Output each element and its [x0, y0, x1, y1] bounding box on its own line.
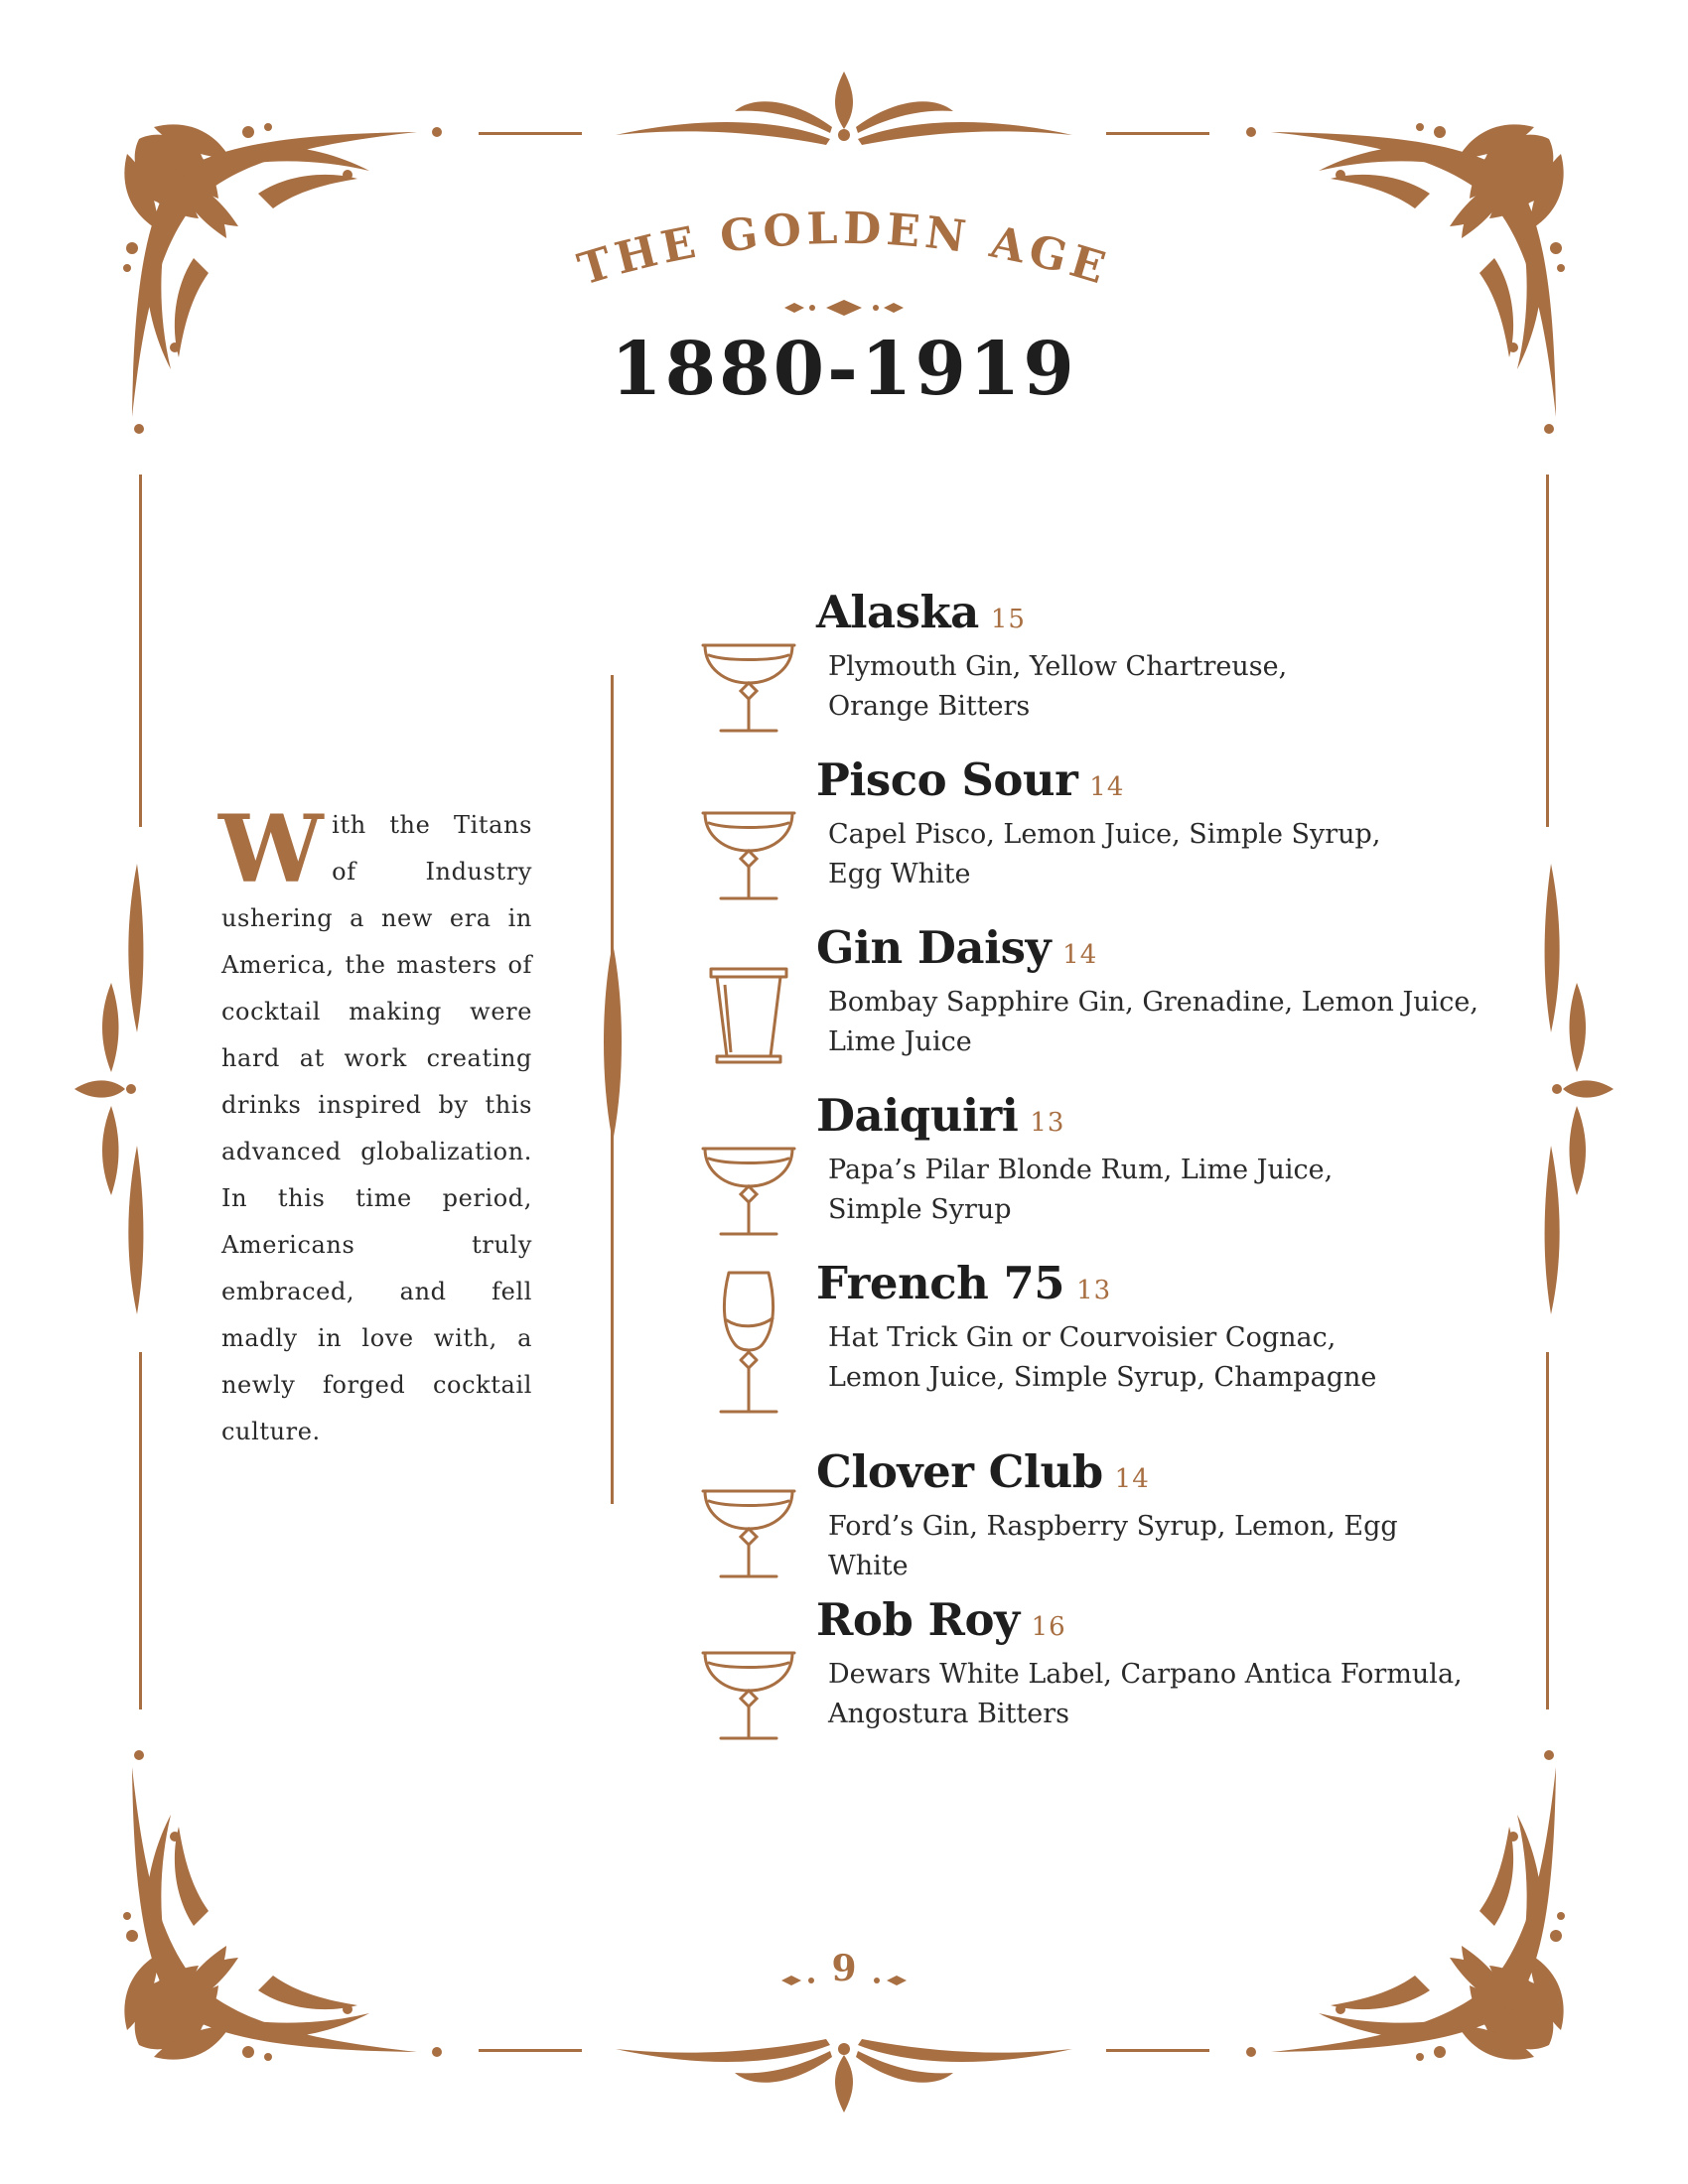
page-heading — [0, 0, 1688, 427]
coupe-glass-icon — [695, 781, 802, 900]
item-ingredients — [828, 1507, 1483, 1586]
coupe-glass-icon — [695, 1621, 802, 1740]
ingredients-line: Simple Syrup — [828, 1194, 1012, 1225]
item-title-row — [816, 1089, 1064, 1142]
item-price: 14 — [1114, 1464, 1150, 1494]
item-name: Daiquiri — [816, 1089, 1019, 1142]
ingredients-line: Lime Juice — [828, 1026, 972, 1057]
item-title-row — [816, 1257, 1111, 1309]
item-ingredients — [828, 1318, 1483, 1398]
item-title-row — [816, 586, 1026, 638]
ingredients-line: Hat Trick Gin or Courvoisier Cognac, — [828, 1322, 1336, 1353]
item-name: Alaska — [816, 586, 979, 638]
julep-cup-icon — [695, 949, 802, 1068]
intro-paragraph — [218, 795, 532, 1455]
ingredients-line: Angostura Bitters — [828, 1699, 1070, 1729]
ingredients-line: Papa’s Pilar Blonde Rum, Lime Juice, — [828, 1155, 1334, 1185]
item-price: 14 — [1089, 772, 1125, 802]
era-subtitle — [573, 204, 1116, 296]
era-subtitle-text: THE GOLDEN AGE — [572, 203, 1116, 296]
page-number-ornament-right — [869, 1974, 909, 1987]
item-price: 16 — [1031, 1612, 1066, 1642]
coupe-glass-icon — [695, 1117, 802, 1236]
item-name: French 75 — [816, 1257, 1065, 1309]
item-price: 13 — [1076, 1276, 1112, 1305]
ingredients-line: Ford’s Gin, Raspberry Syrup, Lemon, Egg White — [828, 1511, 1398, 1581]
year-range-title: 1880-1919 — [611, 327, 1077, 412]
item-price: 13 — [1030, 1108, 1065, 1138]
item-name: Rob Roy — [816, 1593, 1020, 1646]
item-price: 15 — [990, 605, 1026, 634]
ingredients-line: Bombay Sapphire Gin, Grenadine, Lemon Juice, — [828, 987, 1478, 1018]
coupe-glass-icon — [695, 614, 802, 733]
item-price: 14 — [1062, 940, 1098, 970]
ingredients-line: Dewars White Label, Carpano Antica Formula, — [828, 1659, 1463, 1690]
item-title-row — [816, 921, 1097, 974]
column-divider — [611, 675, 614, 1504]
ingredients-line: Orange Bitters — [828, 691, 1031, 722]
ingredients-line: Lemon Juice, Simple Syrup, Champagne — [828, 1362, 1377, 1393]
item-ingredients — [828, 983, 1483, 1062]
item-name: Pisco Sour — [816, 753, 1078, 806]
item-name: Gin Daisy — [816, 921, 1052, 974]
ingredients-line: Capel Pisco, Lemon Juice, Simple Syrup, — [828, 819, 1381, 850]
ingredients-line: Plymouth Gin, Yellow Chartreuse, — [828, 651, 1288, 682]
item-ingredients — [828, 1151, 1483, 1230]
page-number: 9 — [831, 1948, 857, 1989]
coupe-glass-icon — [695, 1459, 802, 1578]
intro-text: ith the Titans of Industry ushering a new era in America, the masters of cocktail making were hard at work creating drinks inspired by this advanced globalization. In this time period, Americans truly embraced, and fell madly in love with, a newly forged cocktail culture. — [221, 811, 532, 1445]
item-name: Clover Club — [816, 1445, 1103, 1498]
item-title-row — [816, 1445, 1150, 1498]
ingredients-line: Egg White — [828, 859, 971, 889]
item-ingredients — [828, 1655, 1483, 1734]
flute-glass-icon — [695, 1267, 802, 1416]
drop-cap: W — [218, 795, 325, 904]
item-ingredients — [828, 647, 1483, 727]
item-title-row — [816, 1593, 1066, 1646]
item-title-row — [816, 753, 1124, 806]
diamond-divider — [784, 300, 904, 316]
item-ingredients — [828, 815, 1483, 894]
